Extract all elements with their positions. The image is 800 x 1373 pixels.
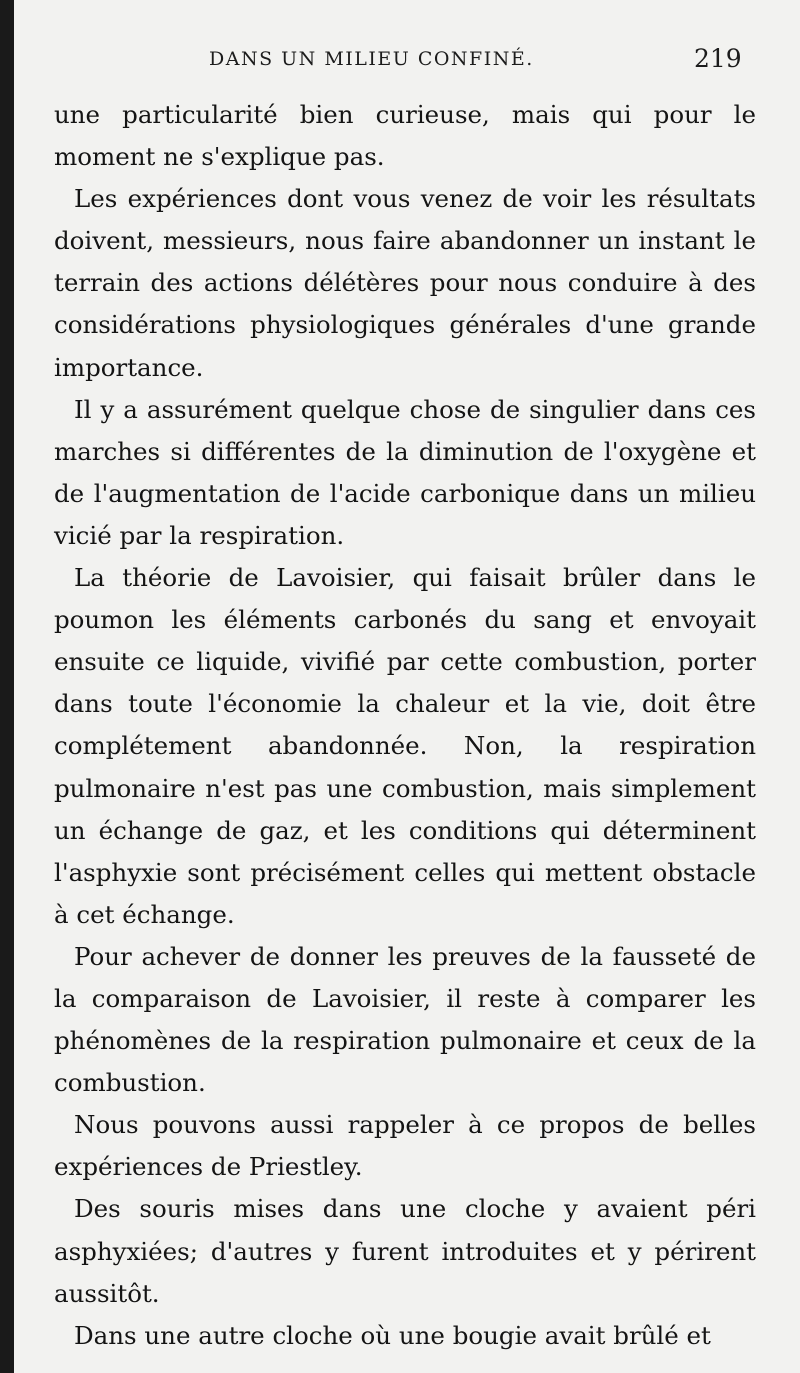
- page-header: [14, 44, 800, 84]
- paragraph-6: Nous pouvons aussi rappeler à ce propos de belles expériences de Priestley.: [54, 1110, 756, 1182]
- paragraph-3: Il y a assurément quelque chose de singulier dans ces marches si différentes de la diminution de l'oxygène et de l'augmentation de l'acide carbonique dans un milieu vicié par la respiration.: [54, 394, 756, 550]
- book-page: [14, 0, 800, 1373]
- paragraph-7: Des souris mises dans une cloche y avaient péri asphyxiées; d'autres y furent introduites et y périrent aussitôt.: [54, 1194, 756, 1308]
- paragraph-2: Les expériences dont vous venez de voir les résultats doivent, messieurs, nous faire abandonner un instant le terrain des actions délétères pour nous conduire à des considérations physiologiques générales d'une grande importance.: [54, 184, 756, 382]
- paragraph-1: une particularité bien curieuse, mais qui pour le moment ne s'explique pas.: [54, 100, 756, 172]
- body-text: [54, 94, 756, 1357]
- running-head: DANS UN MILIEU CONFINÉ.: [209, 48, 534, 70]
- paragraph-5: Pour achever de donner les preuves de la fausseté de la comparaison de Lavoisier, il reste à comparer les phénomènes de la respiration pulmonaire et ceux de la combustion.: [54, 941, 756, 1098]
- paragraph-8: Dans une autre cloche où une bougie avait brûlé et: [74, 1320, 711, 1350]
- page-number: 219: [694, 44, 742, 73]
- paragraph-4: La théorie de Lavoisier, qui faisait brûler dans le poumon les éléments carbonés du sang et envoyait ensuite ce liquide, vivifié par cette combustion, porter dans toute l'économie la chaleur et la vie, doit être complétement abandonnée. Non, la respiration pulmonaire n'est pas une combustion, mais simplement un échange de gaz, et les conditions qui déterminent l'asphyxie sont précisément celles qui mettent obstacle à cet échange.: [54, 563, 756, 929]
